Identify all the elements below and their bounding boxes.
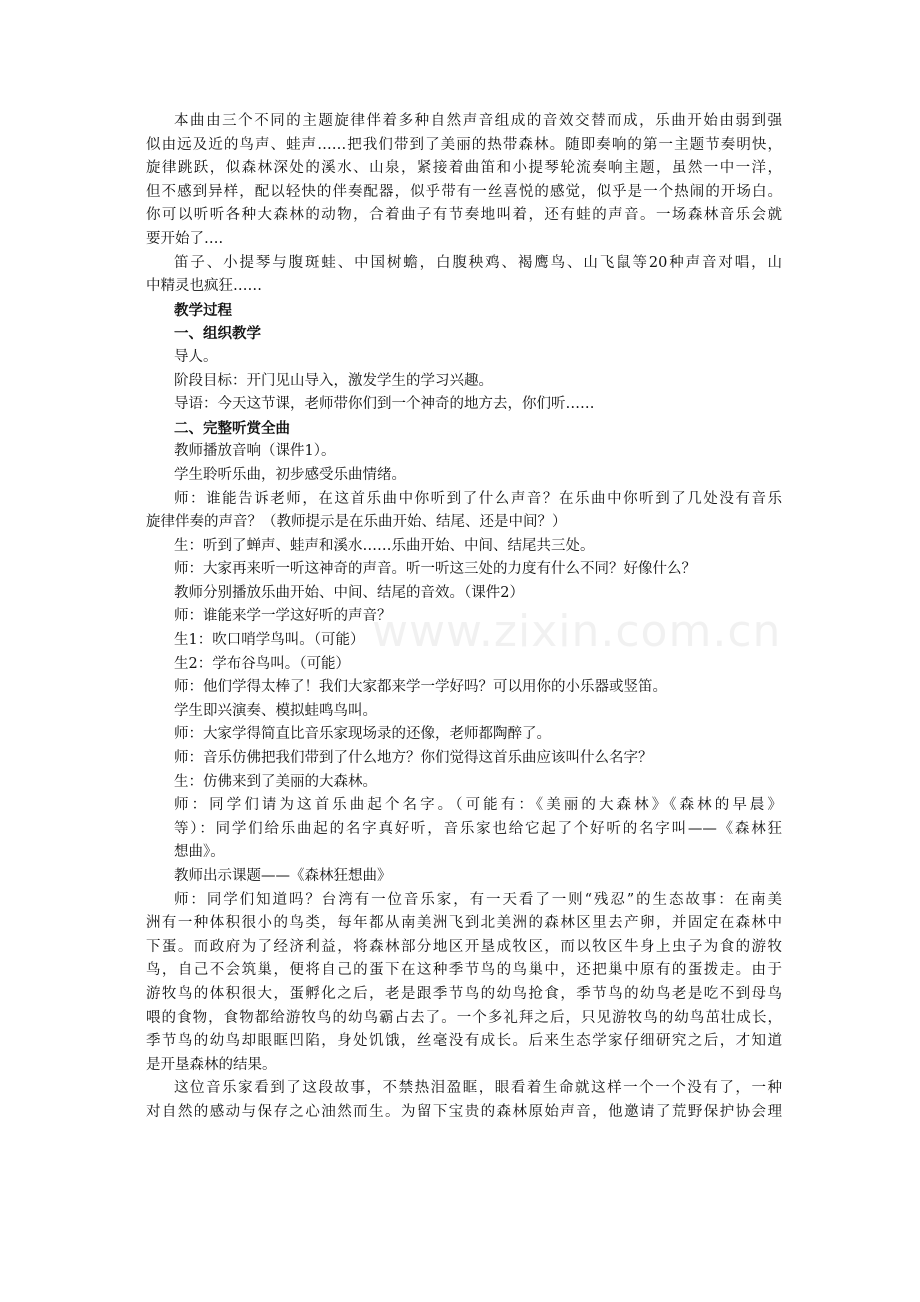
text-line: 师：同学们知道吗？台湾有一位音乐家，有一天看了一则“残忍”的生态故事：在南美: [174, 891, 782, 908]
text-line: 鸟，自己不会筑巢，便将自己的蛋下在这种季节鸟的鸟巢中，还把巢中原有的蛋拨走。由于: [146, 962, 782, 979]
text-line: 要开始了….: [146, 230, 224, 247]
text-line: 导语：今天这节课，老师带你们到一个神奇的地方去，你们听……: [174, 396, 595, 413]
text-line: 学生聆听乐曲，初步感受乐曲情绪。: [174, 466, 406, 483]
watermark: www.zixin.com.cn: [372, 606, 782, 657]
text-line: 师：大家再来听一听这神奇的声音。听一听这三处的力度有什么不同？好像什么？: [174, 561, 696, 578]
text-line: 旋律伴奏的声音？（教师提示是在乐曲开始、结尾、还是中间？）: [146, 514, 567, 531]
text-line: 中精灵也疯狂……: [146, 278, 262, 295]
text-line: 师：同学们请为这首乐曲起个名字。（可能有：《美丽的大森林》《森林的早晨》: [174, 797, 782, 814]
section-heading: 教学过程: [174, 301, 232, 319]
text-line: 教师出示课题——《森林狂想曲》: [174, 868, 392, 884]
text-line: 你可以听听各种大森林的动物，合着曲子有节奏地叫着，还有蛙的声音。一场森林音乐会就: [146, 207, 782, 224]
text-line: 喂的食物，食物都给游牧鸟的幼鸟霸占去了。一个多礼拜之后，只见游牧鸟的幼鸟茁壮成长，: [146, 1009, 782, 1026]
text-line: 等）：同学们给乐曲起的名字真好听，音乐家也给它起了个好听的名字叫——《森林狂: [174, 820, 782, 837]
text-line: 本曲由三个不同的主题旋律伴着多种自然声音组成的音效交替而成，乐曲开始由弱到强: [174, 113, 782, 129]
text-line: 生：仿佛来到了美丽的大森林。: [174, 773, 377, 790]
section-heading: 一、组织教学: [174, 325, 261, 343]
text-line: 生2：学布谷鸟叫。（可能）: [174, 655, 350, 672]
text-line: 生：听到了蝉声、蛙声和溪水……乐曲开始、中间、结尾共三处。: [174, 537, 595, 554]
text-line: 想曲》。: [174, 844, 225, 861]
text-line: 师：大家学得简直比音乐家现场录的还像，老师都陶醉了。: [174, 726, 551, 743]
text-line: 旋律跳跃，似森林深处的溪水、山泉，紧接着曲笛和小提琴轮流奏响主题，虽然一中一洋，: [146, 160, 782, 177]
text-line: 似由远及近的鸟声、蛙声……把我们带到了美丽的热带森林。随即奏响的第一主题节奏明快，: [146, 136, 782, 153]
text-line: 阶段目标：开门见山导入，激发学生的学习兴趣。: [174, 372, 493, 389]
text-line: 对自然的感动与保存之心油然而生。为留下宝贵的森林原始声音，他邀请了荒野保护协会理: [146, 1103, 782, 1120]
text-line: 季节鸟的幼鸟却眼眶凹陷，身处饥饿，丝毫没有成长。后来生态学家仔细研究之后，才知道: [146, 1033, 782, 1050]
text-line: 游牧鸟的体积很大，蛋孵化之后，老是跟季节鸟的幼鸟抢食，季节鸟的幼鸟老是吃不到母鸟: [146, 985, 782, 1002]
text-line: 师：谁能告诉老师，在这首乐曲中你听到了什么声音？在乐曲中你听到了几处没有音乐: [174, 490, 782, 507]
text-line: 师：他们学得太棒了！我们大家都来学一学好吗？可以用你的小乐器或竖笛。: [174, 679, 667, 696]
section-heading: 二、完整听赏全曲: [174, 419, 290, 437]
text-line: 下蛋。而政府为了经济利益，将森林部分地区开垦成牧区，而以牧区牛身上虫子为食的游牧: [146, 938, 782, 955]
document-page: [146, 110, 782, 1125]
text-line: 但不感到异样，配以轻快的伴奏配器，似乎带有一丝喜悦的感觉，似乎是一个热闹的开场白。: [146, 183, 782, 200]
text-line: 师：谁能来学一学这好听的声音？: [174, 608, 392, 625]
text-line: 学生即兴演奏、模拟蛙鸣鸟叫。: [174, 702, 377, 719]
text-line: 这位音乐家看到了这段故事，不禁热泪盈眶，眼看着生命就这样一个一个没有了，一种: [174, 1080, 782, 1097]
text-line: 教师分别播放乐曲开始、中间、结尾的音效。（课件2）: [174, 584, 524, 601]
text-line: 生1：吹口哨学鸟叫。（可能）: [174, 632, 365, 649]
text-line: 洲有一种体积很小的鸟类，每年都从南美洲飞到北美洲的森林区里去产卵，并固定在森林中: [146, 915, 782, 932]
text-line: 教师播放音响（课件1）。: [174, 443, 336, 460]
text-line: 是开垦森林的结果。: [146, 1056, 277, 1073]
text-line: 导人。: [174, 348, 218, 365]
text-line: 师：音乐仿佛把我们带到了什么地方？你们觉得这首乐曲应该叫什么名字？: [174, 750, 653, 767]
text-line: 笛子、小提琴与腹斑蛙、中国树蟾，白腹秧鸡、褐鹰鸟、山飞鼠等20种声音对唱，山: [174, 254, 782, 271]
